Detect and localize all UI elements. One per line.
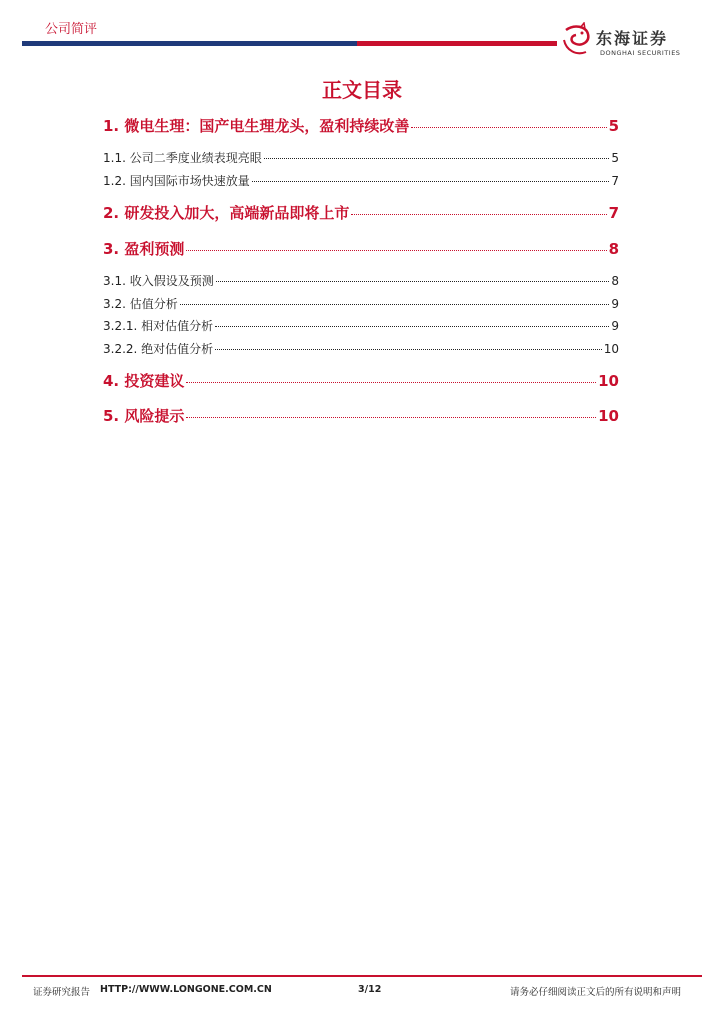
toc-entry[interactable] [103,340,619,357]
logo-cn: 东海证券 [596,29,669,48]
toc-entry[interactable] [103,115,619,136]
header-bar-red [357,41,557,46]
toc-title: 正文目录 [322,78,402,102]
toc-entry[interactable] [103,295,619,312]
toc-leader-dots [186,382,596,383]
toc-entry-page: 10 [598,407,619,425]
toc-entry-label: 2. 研发投入加大，高端新品即将上市 [103,204,350,222]
toc-entry-page: 9 [611,319,619,333]
footer-line [22,975,702,977]
toc-leader-dots [180,304,610,305]
toc-entry[interactable] [103,317,619,334]
toc-entry-page: 7 [608,204,619,222]
toc-leader-dots [264,158,610,159]
toc-leader-dots [186,417,596,418]
dragon-logo-icon [560,22,594,60]
toc-entry[interactable] [103,149,619,166]
header-tag: 公司简评 [45,22,98,37]
toc-entry-page: 5 [611,151,619,165]
toc-leader-dots [186,250,606,251]
toc-entry-page: 9 [611,297,619,311]
toc-leader-dots [252,181,610,182]
toc-entry-page: 5 [608,117,619,135]
footer-url-link[interactable]: HTTP://WWW.LONGONE.COM.CN [100,984,272,995]
toc-entry-label: 3.2.1. 相对估值分析 [103,319,214,333]
footer-page-number: 3/12 [358,984,382,995]
toc-entry-page: 8 [611,274,619,288]
toc-entry-page: 10 [598,372,619,390]
toc-leader-dots [216,281,610,282]
toc-entry-label: 3. 盈利预测 [103,240,185,258]
toc-entry[interactable] [103,172,619,189]
toc-entry[interactable] [103,238,619,259]
toc-entry[interactable] [103,405,619,426]
toc-entry-label: 5. 风险提示 [103,407,185,425]
toc-entry-page: 8 [608,240,619,258]
header-bar-blue [22,41,357,46]
toc-entry[interactable] [103,370,619,391]
toc-entry-label: 4. 投资建议 [103,372,185,390]
footer-disclaimer: 请务必仔细阅读正文后的所有说明和声明 [510,987,682,998]
toc-entry[interactable] [103,272,619,289]
toc-entry-label: 1.2. 国内国际市场快速放量 [103,174,250,188]
toc-entry-page: 10 [603,342,619,356]
toc-leader-dots [351,214,606,215]
company-logo [560,22,710,62]
footer-report-type: 证券研究报告 [33,987,91,998]
toc-leader-dots [215,326,609,327]
toc-entry-label: 1.1. 公司二季度业绩表现亮眼 [103,151,262,165]
toc-leader-dots [411,127,606,128]
toc-entry-label: 3.1. 收入假设及预测 [103,274,214,288]
toc-entry-page: 7 [611,174,619,188]
toc-entry[interactable] [103,202,619,223]
logo-en: DONGHAI SECURITIES [600,49,681,57]
toc-leader-dots [215,349,602,350]
toc-entry-label: 3.2.2. 绝对估值分析 [103,342,214,356]
toc-entry-label: 1. 微电生理：国产电生理龙头，盈利持续改善 [103,117,410,135]
toc-entry-label: 3.2. 估值分析 [103,297,178,311]
